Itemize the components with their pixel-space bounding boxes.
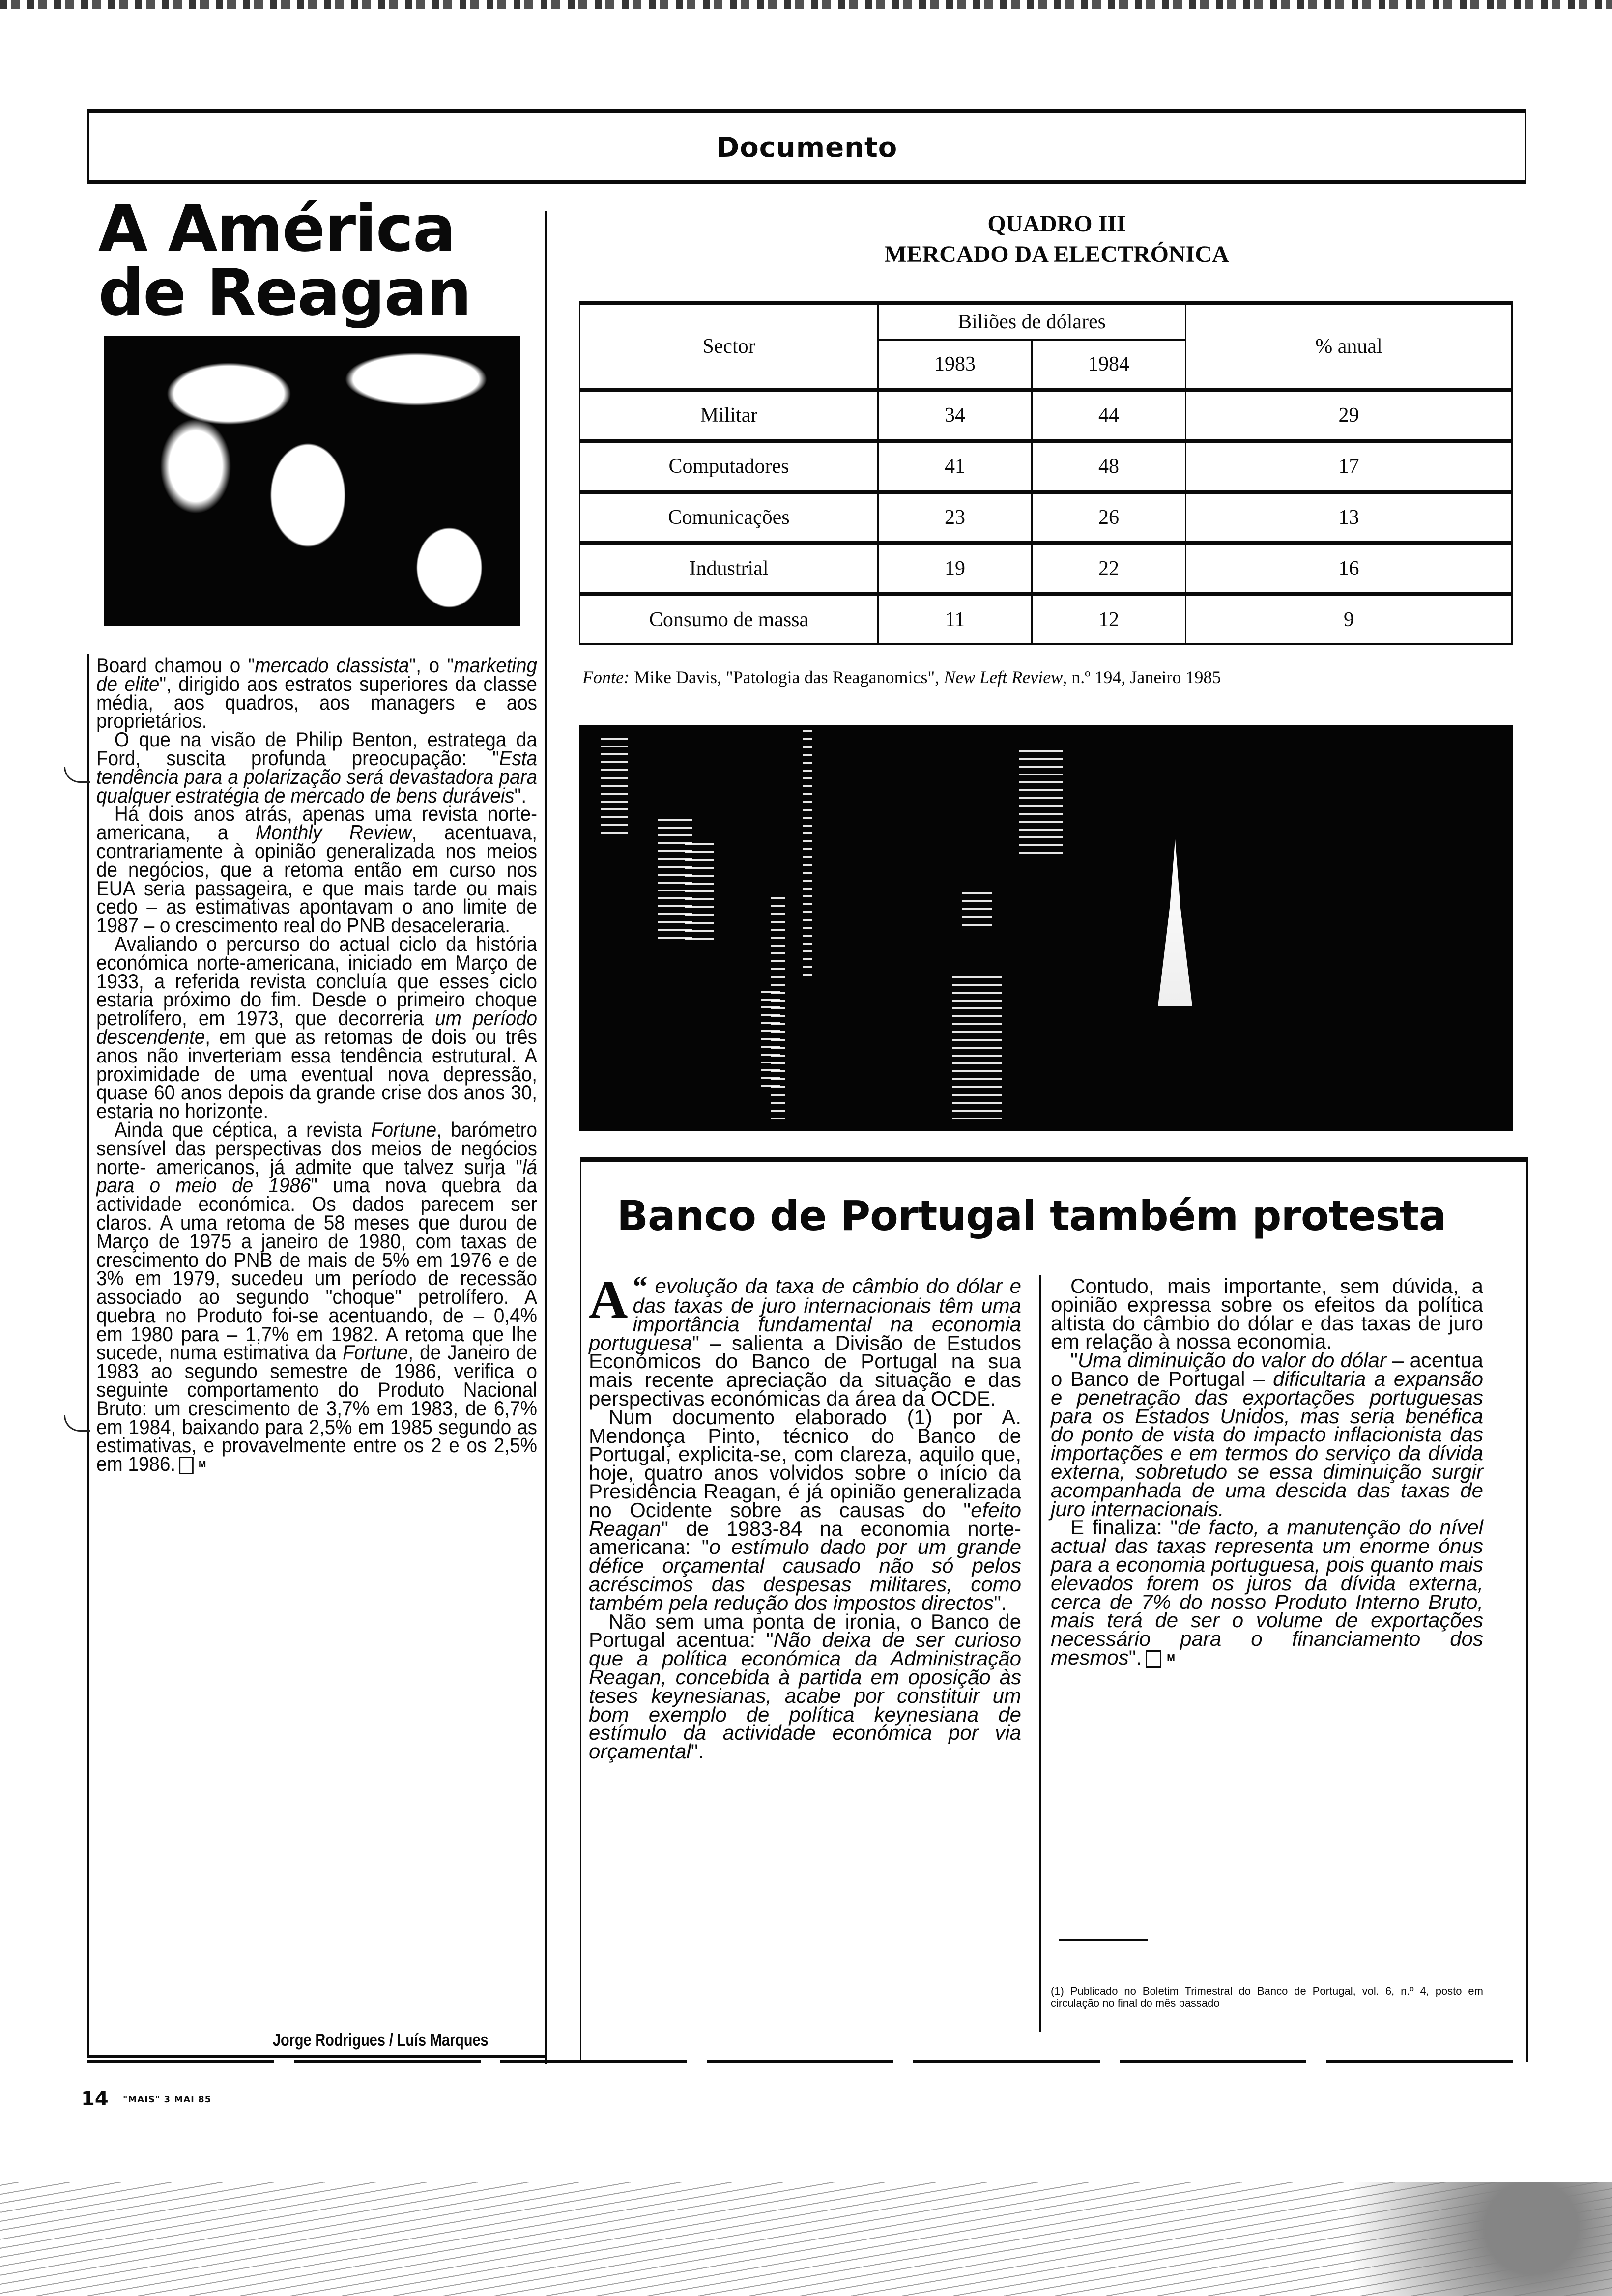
table-row [580, 390, 1512, 441]
italic-text: marketing de elite [96, 654, 537, 695]
italic-text: dificultaria a expansão e penetração das exportações portuguesas para os Estados Unidos, mas seria benéfica do ponto de vista do impacto inflacionista das importações e em termos do serviço da dívida externa, sobretudo se essa diminuição surgir acompanhada de uma descida das taxas de juro internacionais. [1051, 1367, 1483, 1521]
text: , de Janeiro de 1983 ao segundo semestre de 1986, verifica o seguinte comportamento do Produto Nacional Bruto: um crescimento de 3,7% em 1983, de 6,7% em 1984, baixando para 2,5% em 1985 segundo as estimativas, e provavelmente entre os 2 e os 2,5% em 1986. [96, 1341, 537, 1476]
cell-annual: 16 [1186, 543, 1512, 594]
text: Board chamou o " [96, 654, 255, 677]
photo-reagan [104, 336, 520, 626]
column-divider [545, 211, 547, 2064]
italic-text: Fortune [371, 1118, 437, 1141]
banco-column-divider [1039, 1275, 1041, 2032]
italic-text: Não deixa de ser curioso que a política económica da Administração Reagan, concebida à partida em oposição às teses keynesianas, acabe por constituir um bom exemplo de política keynesiana de estímulo da actividade económica por via orçamental [589, 1628, 1022, 1763]
article-title-line1: A América [98, 191, 455, 266]
section-header-title: Documento [716, 132, 898, 164]
text: ", dirigido aos estratos superiores da classe média, aos quadros, aos managers e aos proprietários. [96, 672, 538, 733]
table-caption-line1: QUADRO III [987, 211, 1126, 237]
article-title-line2: de Reagan [98, 255, 471, 330]
text: – acentua o Banco de Portugal – [1051, 1349, 1483, 1390]
page-bottom-rule [87, 2060, 1527, 2063]
text: , barómetro sensível das perspectivas dos meios de negócios norte- americanos, já admite que talvez surja " [96, 1118, 537, 1178]
italic-text: mercado classista [255, 654, 409, 677]
paragraph [1051, 1274, 1483, 1353]
banco-lead-paragraph [589, 1269, 1021, 1410]
lead-italic: evolução da taxa de câmbio do dólar e das taxas de juro internacionais têm uma importância fundamental na economia portuguesa [589, 1274, 1021, 1354]
text: Não sem uma ponta de ironia, o Banco de Portugal acentua: " [589, 1609, 1021, 1652]
article-title [98, 191, 471, 330]
italic-text: Monthly Review [255, 821, 412, 844]
table-row [580, 441, 1512, 492]
cell-sector: Computadores [580, 441, 878, 492]
drop-cap: A [589, 1269, 628, 1329]
byline-text: Jorge Rodrigues / Luís Marques [273, 2030, 489, 2050]
table-row [580, 543, 1512, 594]
cell-1984: 12 [1032, 594, 1186, 644]
paragraph [1051, 1349, 1483, 1521]
italic-text: um período descendente [96, 1006, 537, 1048]
cell-annual: 29 [1186, 390, 1512, 441]
cell-1983: 23 [878, 492, 1032, 543]
text: ", o " [409, 654, 454, 677]
scan-edge-top [0, 0, 1612, 9]
banco-column-1-body [589, 1405, 1022, 1763]
scan-edge-bottom [0, 2182, 1612, 2296]
header-group: Biliões de dólares [878, 303, 1186, 340]
article-body [96, 656, 537, 1474]
cell-1984: 44 [1032, 390, 1186, 441]
section-header-band [87, 109, 1526, 184]
text: Contudo, mais importante, sem dúvida, a opinião expressa sobre os efeitos da política altista do câmbio do dólar e das taxas de juro em relação à nossa economia. [1051, 1274, 1483, 1353]
paragraph [96, 804, 537, 935]
cell-annual: 9 [1186, 594, 1512, 644]
italic-text: de facto, a manutenção do nível actual das taxas representa um enorme ónus para a economia portuguesa, pois quanto mais elevados forem os juros da dívida externa, cerca de 7% do nosso Produto Interno Bruto, mais terá de ser o volume de exportações necessário para o financiamento dos mesmos [1051, 1516, 1483, 1669]
scan-binding-mark [64, 1415, 90, 1432]
italic-text: Uma diminuição do valor do dólar [1077, 1349, 1386, 1372]
text: ". [1128, 1645, 1142, 1669]
paragraph [589, 1609, 1022, 1763]
cell-sector: Militar [580, 390, 878, 441]
skyscraper-spire [1158, 839, 1192, 1006]
text: O que na visão de Philip Benton, estratega da Ford, suscita profunda preocupação: " [96, 728, 538, 770]
paragraph [96, 932, 538, 1123]
table-caption-line2: MERCADO DA ELECTRÓNICA [884, 241, 1229, 267]
byline [273, 2030, 488, 2050]
paragraph [589, 1405, 1021, 1614]
cell-1984: 48 [1032, 441, 1186, 492]
italic-text: efeito Reagan [589, 1498, 1021, 1540]
paragraph [1051, 1518, 1483, 1667]
cell-sector: Industrial [580, 543, 878, 594]
publication-footer: "MAIS" 3 MAI 85 [123, 2095, 212, 2105]
end-mark-icon: M [1146, 1650, 1161, 1668]
text: " uma nova quebra da actividade económica. Os dados parecem ser claros. A uma retoma de 58 meses que durou de Março de 1975 a janeiro de 1980, com taxas de crescimento do PNB de mais de 5% em 1976 e de 3% em 1979, sucedeu um período de recessão associado ao segundo "choque" petrolífero. A quebra no Produto foi-se acentuando, de – 0,4% em 1980 para – 1,7% em 1982. A retoma que lhe sucede, numa estimativa da [96, 1174, 538, 1364]
table-row [580, 594, 1512, 644]
text: Há dois anos atrás, apenas uma revista norte-americana, a [96, 802, 538, 844]
paragraph [96, 654, 538, 733]
scan-binding-mark [64, 767, 90, 783]
lead-rest: " – salienta a Divisão de Estudos Económicos do Banco de Portugal na sua mais recente apreciação da situação e das perspectivas económicas da área da OCDE. [589, 1331, 1021, 1410]
header-1983: 1983 [878, 340, 1032, 390]
paragraph [96, 1120, 537, 1474]
header-1984: 1984 [1032, 340, 1186, 390]
end-mark-icon: M [179, 1457, 193, 1474]
text: ". [514, 783, 527, 807]
cell-annual: 17 [1186, 441, 1512, 492]
cell-1984: 22 [1032, 543, 1186, 594]
cell-annual: 13 [1186, 492, 1512, 543]
table-caption [570, 209, 1543, 270]
italic-text: Fortune [343, 1341, 408, 1364]
page-number: 14 [81, 2088, 109, 2110]
banco-column-2 [1051, 1274, 1483, 1669]
drop-quote-mark: “ [633, 1270, 648, 1303]
source-tail: , n.º 194, Janeiro 1985 [1063, 667, 1221, 687]
text: ". [994, 1591, 1007, 1614]
cell-1983: 34 [878, 390, 1032, 441]
source-journal: New Left Review [944, 667, 1063, 687]
text: E finaliza: " [1070, 1516, 1178, 1539]
table-source [582, 668, 1531, 686]
text: ". [691, 1740, 704, 1763]
italic-text: Esta tendência para a polarização será devastadora para qualquer estratégia de mercado de bens duráveis [96, 746, 537, 807]
header-annual: % anual [1186, 303, 1512, 390]
table-row [580, 492, 1512, 543]
source-label: Fonte: [582, 667, 630, 687]
cell-sector: Comunicações [580, 492, 878, 543]
footnote-rule [1059, 1939, 1148, 1941]
cell-1983: 11 [878, 594, 1032, 644]
italic-text: lá para o meio de 1986 [96, 1155, 537, 1197]
text: Num documento elaborado (1) por A. Mendonça Pinto, técnico do Banco de Portugal, explicita-se, com clareza, aquilo que, hoje, quatro anos volvidos sobre o início da Presidência Reagan, é já opinião generalizada no Ocidente sobre as causas do " [589, 1405, 1021, 1521]
source-text: Mike Davis, "Patologia das Reaganomics", [629, 667, 944, 687]
text: , acentuava, contrariamente à opinião generalizada nos meios de negócios, que a retoma então em curso nos EUA seria passageira, e que mais tarde ou mais cedo – as estimativas apontavam o ano limite de 1987 – o crescimento real do PNB desaceleraria. [96, 821, 537, 937]
header-sector: Sector [580, 303, 878, 390]
cell-1984: 26 [1032, 492, 1186, 543]
banco-column-1 [589, 1269, 1022, 1763]
text: Avaliando o percurso do actual ciclo da história económica norte-americana, iniciado em Março de 1933, a referida revista concluía que esses ciclo estaria próximo do fim. Desde o primeiro choque petrolífero, em 1973, que decorreria [96, 932, 538, 1030]
banco-column-2-body [1051, 1274, 1483, 1669]
electronics-market-table [579, 301, 1513, 645]
paragraph [96, 728, 538, 807]
cell-1983: 19 [878, 543, 1032, 594]
cell-1983: 41 [878, 441, 1032, 492]
photo-new-york-skyline [579, 725, 1513, 1131]
cell-sector: Consumo de massa [580, 594, 878, 644]
text: " [1070, 1349, 1078, 1372]
text: " de 1983-84 na economia norte-americana: " [589, 1517, 1021, 1559]
text: , em que as retomas de dois ou três anos não inverteriam essa tendência estrutural. A proximidade de uma eventual nova depressão, quase 60 anos depois da grande crise dos anos 30, estaria no horizonte. [96, 1025, 538, 1123]
banco-article-title: Banco de Portugal também protesta [617, 1192, 1446, 1240]
italic-text: o estímulo dado por um grande défice orçamental causado não só pelos acréscimos das despesas militares, como também pela redução dos impostos directos [589, 1535, 1021, 1614]
text: Ainda que céptica, a revista [114, 1118, 371, 1141]
footnote: (1) Publicado no Boletim Trimestral do Banco de Portugal, vol. 6, n.º 4, posto em circulação no final do mês passado [1051, 1985, 1483, 2009]
